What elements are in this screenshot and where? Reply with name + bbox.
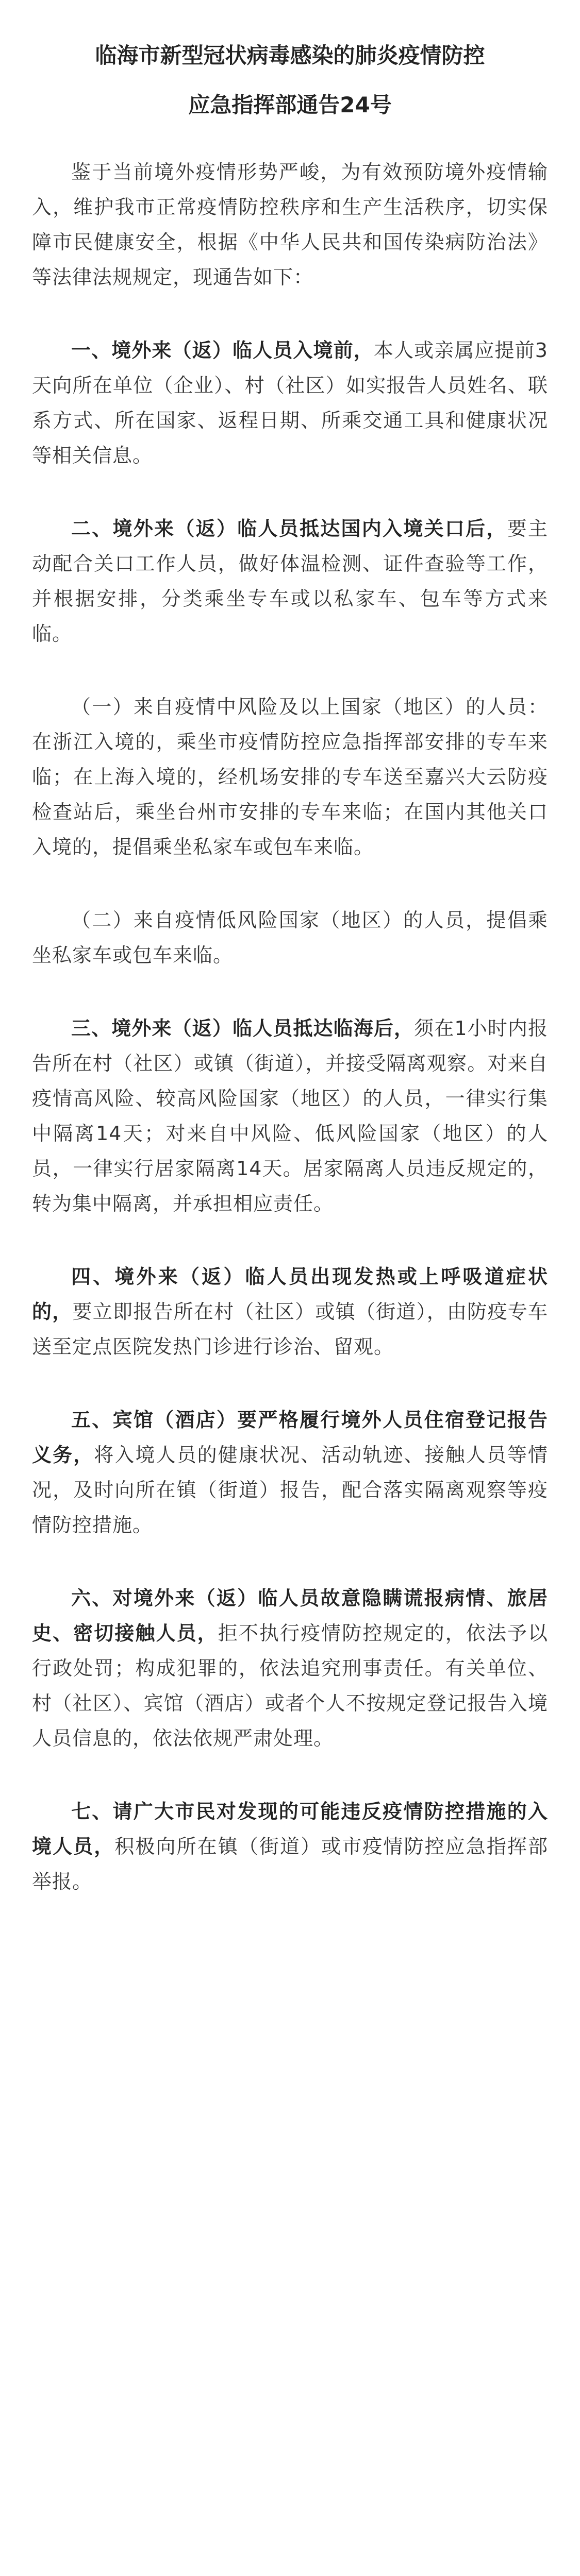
paragraph-text: 拒不执行疫情防控规定的，依法予以行政处罚；构成犯罪的，依法追究刑事责任。有关单位、村（社区）、宾馆（酒店）或者个人不按规定登记报告入境人员信息的，依法依规严肃处理。 — [32, 1622, 548, 1750]
paragraph-item-2-2 — [32, 903, 548, 973]
paragraph-item-1 — [32, 333, 548, 473]
paragraph-item-2 — [32, 511, 548, 651]
paragraph-item-2-1 — [32, 689, 548, 865]
title-line-1: 临海市新型冠状病毒感染的肺炎疫情防控 — [95, 43, 485, 68]
paragraph-lead: 六、对境外来（返）临人员故意隐瞒谎报病情、旅居史、密切接触人员， — [32, 1587, 548, 1645]
paragraph-text: 要主动配合关口工作人员，做好体温检测、证件查验等工作，并根据安排，分类乘坐专车或以私家车、包车等方式来临。 — [32, 517, 548, 645]
paragraph-lead: 二、境外来（返）临人员抵达国内入境关口后， — [71, 517, 507, 540]
paragraph-item-5 — [32, 1402, 548, 1543]
paragraph-lead: 一、境外来（返）临人员入境前， — [71, 339, 374, 362]
paragraph-item-7 — [32, 1794, 548, 1899]
paragraph-lead: 三、境外来（返）临人员抵达临海后， — [71, 1017, 415, 1040]
paragraph-text: 鉴于当前境外疫情形势严峻，为有效预防境外疫情输入，维护我市正常疫情防控秩序和生产生活秩序，切实保障市民健康安全，根据《中华人民共和国传染病防治法》等法律法规规定，现通告如下： — [32, 161, 548, 289]
paragraph-text: 本人或亲属应提前3天向所在单位（企业）、村（社区）如实报告人员姓名、联系方式、所在国家、返程日期、所乘交通工具和健康状况等相关信息。 — [32, 339, 548, 467]
paragraph-text: 须在1小时内报告所在村（社区）或镇（街道），并接受隔离观察。对来自疫情高风险、较高风险国家（地区）的人员，一律实行集中隔离14天；对来自中风险、低风险国家（地区）的人员，一律实行居家隔离14天。居家隔离人员违反规定的，转为集中隔离，并承担相应责任。 — [32, 1017, 548, 1215]
title-line-2: 应急指挥部通告24号 — [188, 92, 392, 117]
paragraph-text: 积极向所在镇（街道）或市疫情防控应急指挥部举报。 — [32, 1835, 548, 1893]
paragraph-item-3 — [32, 1011, 548, 1221]
paragraph-lead: 四、境外来（返）临人员出现发热或上呼吸道症状的， — [32, 1265, 548, 1323]
paragraph-lead: 五、宾馆（酒店）要严格履行境外人员住宿登记报告义务， — [32, 1409, 548, 1466]
notice-body — [32, 155, 548, 1937]
paragraph-text: 要立即报告所在村（社区）或镇（街道），由防疫专车送至定点医院发热门诊进行诊治、留观。 — [32, 1300, 548, 1358]
paragraph-text: （一）来自疫情中风险及以上国家（地区）的人员：在浙江入境的，乘坐市疫情防控应急指挥部安排的专车来临；在上海入境的，经机场安排的专车送至嘉兴大云防疫检查站后，乘坐台州市安排的专车来临；在国内其他关口入境的，提倡乘坐私家车或包车来临。 — [32, 696, 548, 858]
paragraph-text: （二）来自疫情低风险国家（地区）的人员，提倡乘坐私家车或包车来临。 — [32, 909, 548, 967]
paragraph-text: 将入境人员的健康状况、活动轨迹、接触人员等情况，及时向所在镇（街道）报告，配合落实隔离观察等疫情防控措施。 — [32, 1444, 548, 1536]
paragraph-intro — [32, 155, 548, 295]
paragraph-item-6 — [32, 1581, 548, 1756]
paragraph-lead: 七、请广大市民对发现的可能违反疫情防控措施的入境人员， — [32, 1800, 548, 1858]
paragraph-item-4 — [32, 1259, 548, 1364]
notice-title — [32, 31, 548, 130]
